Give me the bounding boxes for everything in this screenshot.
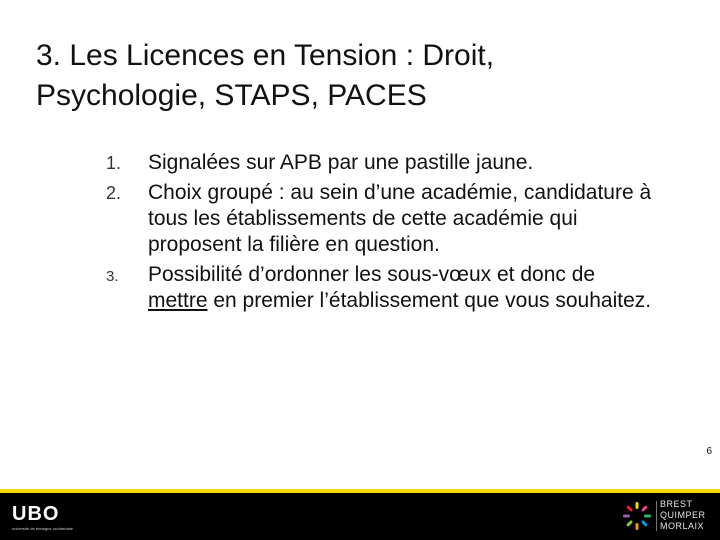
list-item: [96, 180, 656, 258]
list-text: Signalées sur APB par une pastille jaune.: [148, 151, 534, 174]
footer-bar: [0, 493, 720, 540]
city-line: QUIMPER: [660, 510, 706, 520]
brest-quimper-morlaix-logo: [660, 499, 706, 532]
pinwheel-logo-icon: [620, 499, 654, 533]
underlined-word: mettre: [148, 289, 208, 312]
list-number: 1.: [106, 153, 122, 173]
ubo-tagline: université de bretagne occidentale: [12, 526, 73, 531]
list-number: 3.: [106, 268, 119, 285]
list-item: [96, 262, 656, 314]
city-line: MORLAIX: [660, 521, 705, 531]
list-number: 2.: [106, 183, 122, 203]
page-number: 6: [706, 446, 712, 457]
slide-title: 3. Les Licences en Tension : Droit, Psychologie, STAPS, PACES: [36, 39, 495, 112]
list-item: [96, 150, 656, 176]
ubo-logo: [12, 505, 72, 531]
numbered-list: [96, 150, 656, 318]
list-text-after: en premier l’établissement que vous souhaitez.: [207, 289, 652, 312]
list-text-before: Possibilité d’ordonner les sous-vœux et donc de: [148, 263, 596, 286]
footer-divider: [656, 501, 657, 531]
city-line: BREST: [660, 499, 693, 509]
ubo-logo-text: UBO: [12, 503, 60, 525]
list-text: Choix groupé : au sein d’une académie, candidature à tous les établissements de cette académie qui proposent la filière en question.: [148, 181, 652, 256]
